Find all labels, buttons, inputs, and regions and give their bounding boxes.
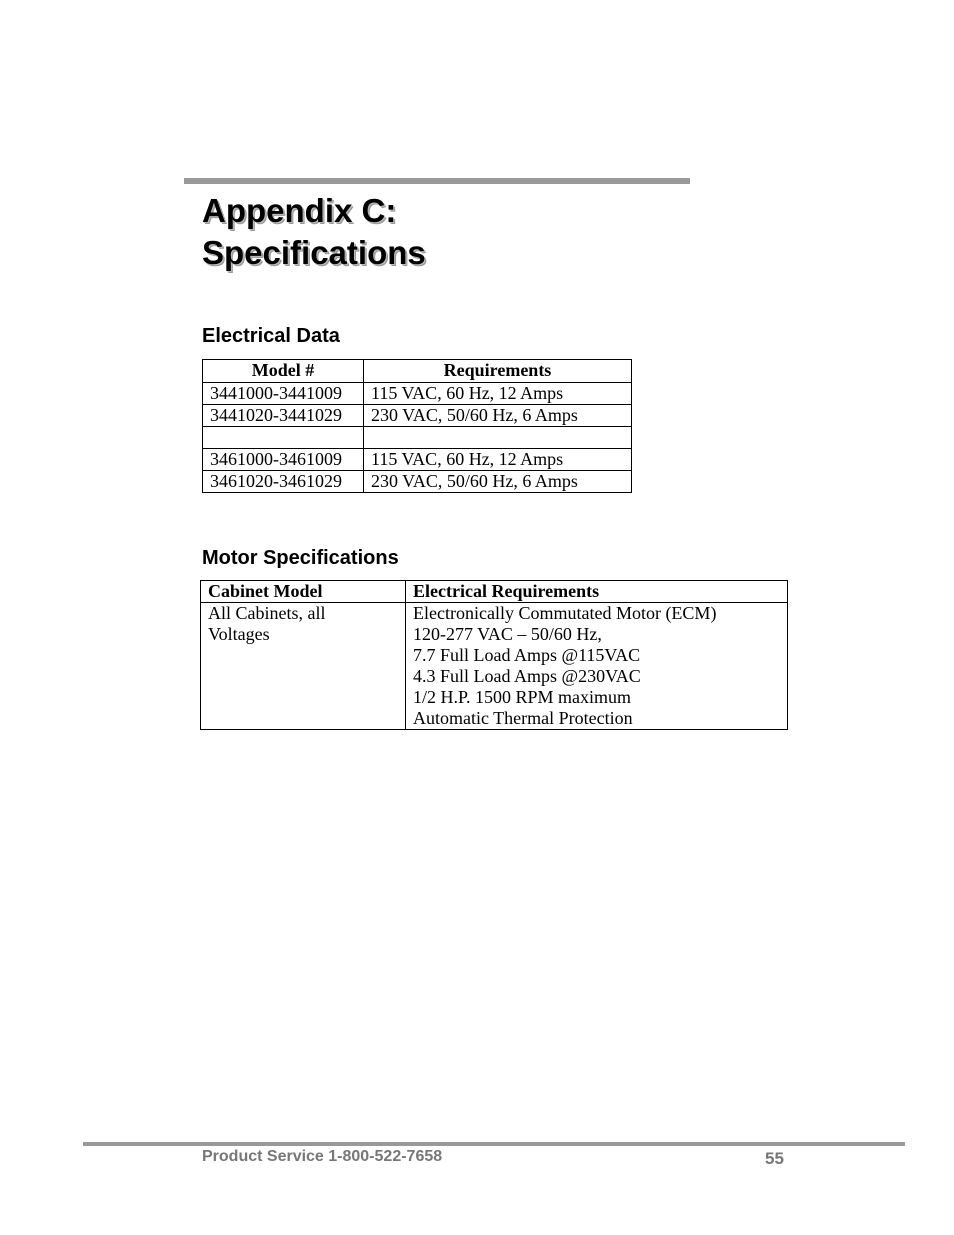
- table-row: [201, 603, 788, 730]
- table-row: [203, 405, 632, 427]
- page-title-line-1: Appendix C:: [202, 192, 397, 229]
- footer-rule: [83, 1142, 905, 1146]
- requirements-cell: 115 VAC, 60 Hz, 12 Amps: [364, 383, 632, 405]
- column-header-electrical-requirements: Electrical Requirements: [406, 581, 788, 603]
- table-row: [203, 383, 632, 405]
- electrical-data-table: [202, 359, 632, 493]
- electrical-data-heading: Electrical Data: [202, 325, 340, 347]
- table-row: [203, 449, 632, 471]
- model-cell: 3461020-3461029: [203, 471, 364, 493]
- page-number: 55: [765, 1149, 784, 1168]
- table-row: [203, 427, 632, 449]
- page-title-line-2: Specifications: [202, 234, 426, 271]
- requirement-line: Electronically Commutated Motor (ECM): [413, 603, 717, 623]
- table-header-row: [203, 360, 632, 383]
- requirements-cell: 115 VAC, 60 Hz, 12 Amps: [364, 449, 632, 471]
- motor-specifications-heading: Motor Specifications: [202, 547, 399, 569]
- model-cell: 3441000-3441009: [203, 383, 364, 405]
- product-service-footer: Product Service 1-800-522-7658: [202, 1148, 443, 1165]
- header-rule: [184, 178, 690, 184]
- requirement-line: 7.7 Full Load Amps @115VAC: [413, 645, 641, 665]
- column-header-cabinet-model: Cabinet Model: [201, 581, 406, 603]
- requirement-line: 1/2 H.P. 1500 RPM maximum: [413, 687, 632, 707]
- motor-specifications-table: [200, 580, 788, 730]
- requirement-line: Automatic Thermal Protection: [413, 708, 633, 728]
- table-header-row: [201, 581, 788, 603]
- requirement-line: 120-277 VAC – 50/60 Hz,: [413, 624, 602, 644]
- electrical-requirements-cell: [406, 603, 788, 730]
- requirement-line: 4.3 Full Load Amps @230VAC: [413, 666, 641, 686]
- cabinet-model-cell: [201, 603, 406, 730]
- column-header-model: Model #: [203, 360, 364, 383]
- column-header-requirements: Requirements: [364, 360, 632, 383]
- model-cell: 3441020-3441029: [203, 405, 364, 427]
- requirements-cell: 230 VAC, 50/60 Hz, 6 Amps: [364, 405, 632, 427]
- cabinet-line: All Cabinets, all: [208, 603, 326, 623]
- cabinet-line: Voltages: [208, 624, 270, 644]
- requirements-cell: 230 VAC, 50/60 Hz, 6 Amps: [364, 471, 632, 493]
- requirements-cell: [364, 427, 632, 449]
- model-cell: [203, 427, 364, 449]
- page-title: [202, 190, 426, 274]
- table-row: [203, 471, 632, 493]
- model-cell: 3461000-3461009: [203, 449, 364, 471]
